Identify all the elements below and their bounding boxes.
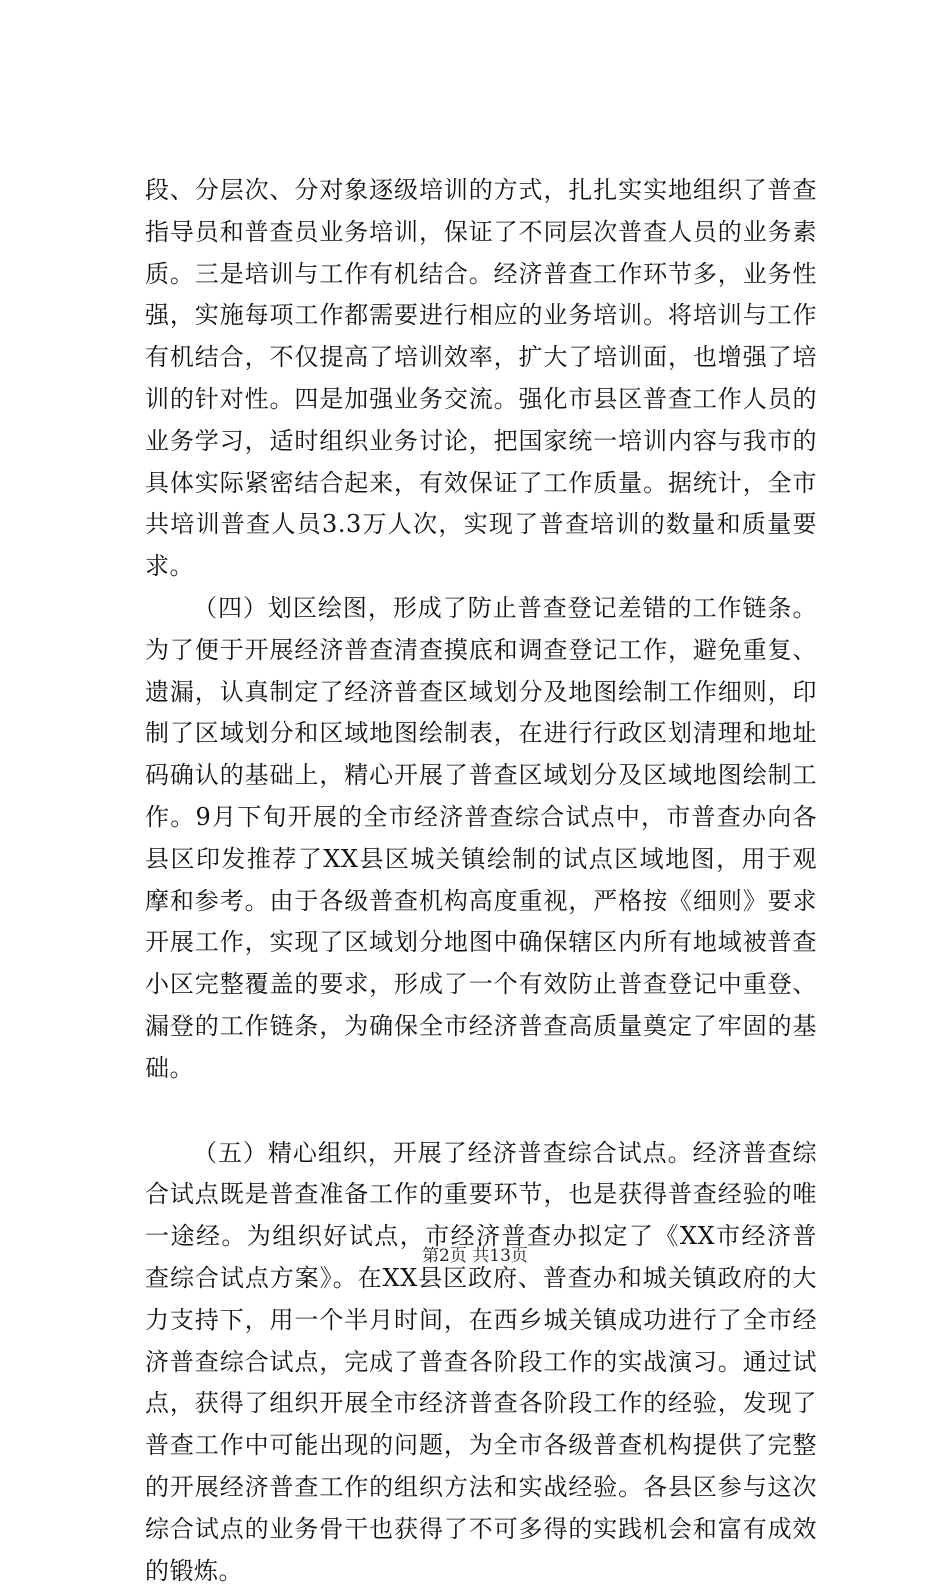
page-number-footer: 第2页 共13页 — [422, 1246, 528, 1266]
document-body — [145, 170, 817, 1592]
paragraph-section-four: （四）划区绘图，形成了防止普查登记差错的工作链条。为了便于开展经济普查清查摸底和调查登记工作，避免重复、遗漏，认真制定了经济普查区域划分及地图绘制工作细则，印制了区域划分和区域地图绘制表，在进行行政区划清理和地址码确认的基础上，精心开展了普查区域划分及区域地图绘制工作。9月下旬开展的全市经济普查综合试点中，市普查办向各县区印发推荐了XX县区城关镇绘制的试点区域地图，用于观摩和参考。由于各级普查机构高度重视，严格按《细则》要求开展工作，实现了区域划分地图中确保辖区内所有地域被普查小区完整覆盖的要求，形成了一个有效防止普查登记中重登、漏登的工作链条，为确保全市经济普查高质量奠定了牢固的基础。 — [145, 593, 817, 1082]
paragraph-training-continued: 段、分层次、分对象逐级培训的方式，扎扎实实地组织了普查指导员和普查员业务培训，保证了不同层次普查人员的业务素质。三是培训与工作有机结合。经济普查工作环节多，业务性强，实施每项工作都需要进行相应的业务培训。将培训与工作有机结合，不仅提高了培训效率，扩大了培训面，也增强了培训的针对性。四是加强业务交流。强化市县区普查工作人员的业务学习，适时组织业务讨论，把国家统一培训内容与我市的具体实际紧密结合起来，有效保证了工作质量。据统计，全市共培训普查人员3.3万人次，实现了普查培训的数量和质量要求。 — [145, 176, 817, 581]
paragraph-section-five: （五）精心组织，开展了经济普查综合试点。经济普查综合试点既是普查准备工作的重要环节，也是获得普查经验的唯一途经。为组织好试点，市经济普查办拟定了《XX市经济普查综合试点方案》。在XX县区政府、普查办和城关镇政府的大力支持下，用一个半月时间，在西乡城关镇成功进行了全市经济普查综合试点，完成了普查各阶段工作的实战演习。通过试点，获得了组织开展全市经济普查各阶段工作的经验，发现了普查工作中可能出现的问题，为全市各级普查机构提供了完整的开展经济普查工作的组织方法和实战经验。各县区参与这次综合试点的业务骨干也获得了不可多得的实践机会和富有成效的锻炼。 — [145, 1138, 817, 1585]
